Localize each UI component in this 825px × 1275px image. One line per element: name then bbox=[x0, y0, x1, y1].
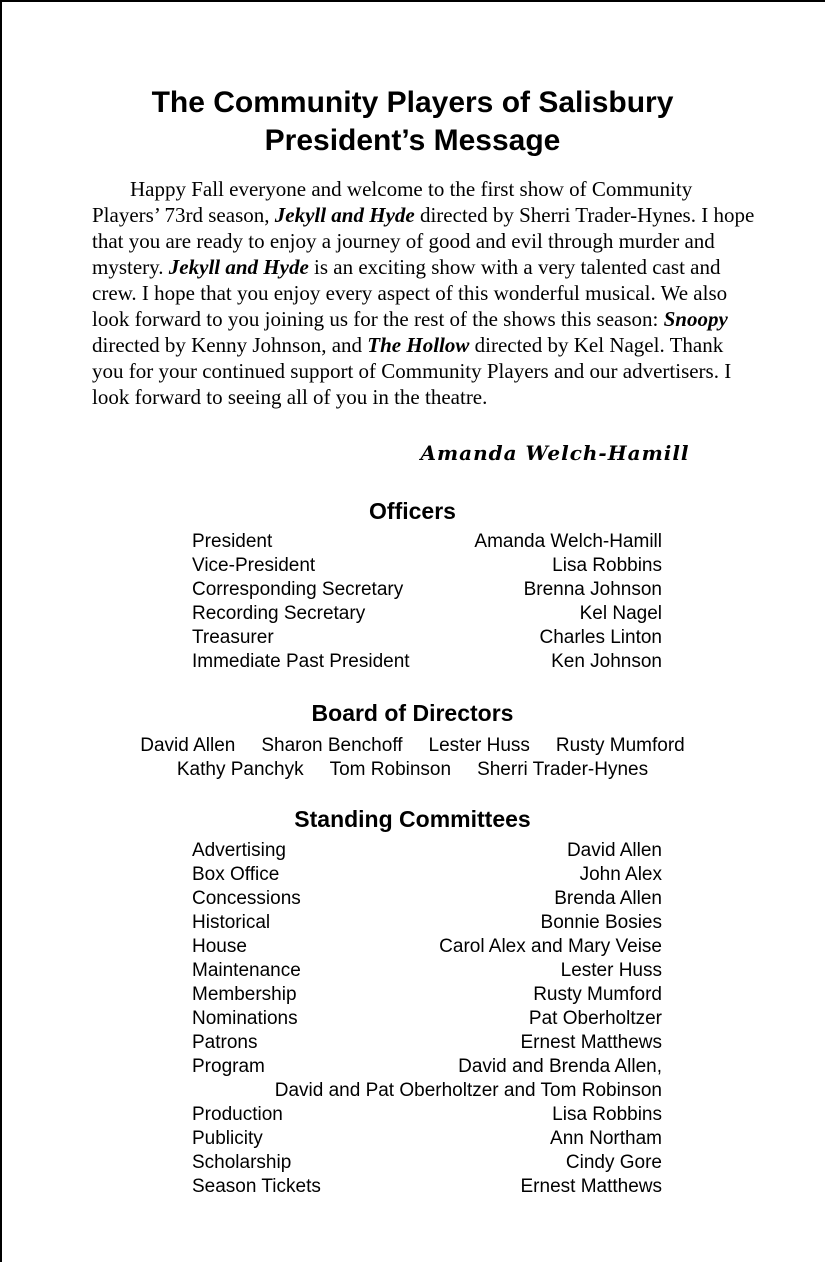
page-border-left bbox=[0, 0, 2, 1262]
message-text-4: directed by Kenny Johnson, and bbox=[92, 333, 368, 357]
officer-row bbox=[192, 650, 662, 674]
officer-row bbox=[192, 626, 662, 650]
committee-chair: Cindy Gore bbox=[565, 1152, 662, 1173]
committee-label: Concessions bbox=[192, 888, 301, 909]
officer-name: Brenna Johnson bbox=[523, 579, 662, 600]
board-member-name: Kathy Panchyk bbox=[176, 759, 304, 780]
officer-name: Amanda Welch-Hamill bbox=[474, 531, 662, 552]
committee-label: Scholarship bbox=[192, 1152, 292, 1173]
committee-label: Advertising bbox=[192, 840, 286, 861]
officer-row bbox=[192, 530, 662, 554]
officer-role: Corresponding Secretary bbox=[192, 579, 404, 600]
committee-row bbox=[192, 1103, 662, 1127]
committee-label: Historical bbox=[192, 912, 271, 933]
officer-role: Treasurer bbox=[192, 627, 274, 648]
officer-name: Charles Linton bbox=[539, 627, 662, 648]
page-title-line2: President’s Message bbox=[264, 124, 561, 157]
board-of-directors-heading: Board of Directors bbox=[311, 700, 514, 726]
committee-row bbox=[192, 983, 662, 1007]
message-text-2: directed by Sherri Trader-Hynes. I hope that you are ready to enjoy a journey of good and evil through murder and mystery. bbox=[92, 203, 755, 279]
signature-amanda-welch-hamill: Amanda Welch-Hamill bbox=[420, 441, 690, 465]
committee-chair: Rusty Mumford bbox=[533, 984, 662, 1005]
committee-chair: Ernest Matthews bbox=[520, 1032, 662, 1053]
committee-chair: David Allen bbox=[566, 840, 662, 861]
committee-label: Publicity bbox=[192, 1128, 263, 1149]
officer-name: Kel Nagel bbox=[579, 603, 662, 624]
board-member-name: Sherri Trader-Hynes bbox=[477, 759, 649, 780]
message-text-1: Happy Fall everyone and welcome to the first show of Community Players’ 73rd season, bbox=[92, 177, 693, 227]
committee-label: House bbox=[192, 936, 247, 957]
officers-heading: Officers bbox=[369, 498, 456, 524]
officer-name: Ken Johnson bbox=[551, 651, 662, 672]
board-member-name: Lester Huss bbox=[428, 735, 530, 756]
show-title-jekyll-and-hyde-1: Jekyll and Hyde bbox=[274, 203, 415, 227]
committee-row bbox=[192, 1031, 662, 1055]
officer-role: President bbox=[192, 531, 273, 552]
officer-role: Vice-President bbox=[192, 555, 316, 576]
committee-label: Maintenance bbox=[192, 960, 301, 981]
committee-chair: Ann Northam bbox=[550, 1128, 662, 1149]
committee-row bbox=[192, 1175, 662, 1199]
committee-chair: Carol Alex and Mary Veise bbox=[439, 936, 662, 957]
committee-label: Nominations bbox=[192, 1008, 298, 1029]
committee-chair: David and Brenda Allen, bbox=[458, 1056, 662, 1077]
committee-row bbox=[192, 1151, 662, 1175]
page-title-line1: The Community Players of Salisbury bbox=[151, 86, 674, 119]
committee-row bbox=[192, 887, 662, 911]
committees-table bbox=[192, 839, 662, 1199]
officer-row bbox=[192, 554, 662, 578]
committee-chair: Lester Huss bbox=[560, 960, 662, 981]
committee-label: Season Tickets bbox=[192, 1176, 321, 1197]
show-title-the-hollow: The Hollow bbox=[367, 333, 470, 357]
committee-chair: Lisa Robbins bbox=[552, 1104, 662, 1125]
officers-table bbox=[192, 530, 662, 674]
board-member-name: David Allen bbox=[140, 735, 236, 756]
committee-row bbox=[192, 935, 662, 959]
committee-row bbox=[192, 911, 662, 935]
committee-label: Patrons bbox=[192, 1032, 258, 1053]
committee-chair-continuation: David and Pat Oberholtzer and Tom Robinson bbox=[274, 1080, 662, 1101]
show-title-snoopy: Snoopy bbox=[663, 307, 728, 331]
page-border-top bbox=[0, 0, 825, 2]
presidents-message-paragraph bbox=[92, 176, 758, 410]
committee-row bbox=[192, 1055, 662, 1079]
committee-row bbox=[192, 863, 662, 887]
standing-committees-heading: Standing Committees bbox=[294, 806, 531, 832]
officer-row bbox=[192, 602, 662, 626]
show-title-jekyll-and-hyde-2: Jekyll and Hyde bbox=[168, 255, 309, 279]
officer-role: Recording Secretary bbox=[192, 603, 366, 624]
board-member-name: Sharon Benchoff bbox=[261, 735, 403, 756]
committee-chair: Bonnie Bosies bbox=[540, 912, 662, 933]
committee-chair: John Alex bbox=[579, 864, 662, 885]
officer-name: Lisa Robbins bbox=[552, 555, 662, 576]
page-title bbox=[0, 84, 825, 160]
committee-row bbox=[192, 1007, 662, 1031]
committee-label: Membership bbox=[192, 984, 297, 1005]
committee-label: Box Office bbox=[192, 864, 280, 885]
committee-label: Program bbox=[192, 1056, 265, 1077]
board-members-line2 bbox=[0, 758, 825, 782]
board-member-name: Tom Robinson bbox=[329, 759, 452, 780]
committee-label: Production bbox=[192, 1104, 283, 1125]
committee-chair: Ernest Matthews bbox=[520, 1176, 662, 1197]
message-text-3: is an exciting show with a very talented cast and crew. I hope that you enjoy every aspect of this wonderful musical. We also look forward to you joining us for the rest of the shows this season: bbox=[92, 255, 728, 331]
officer-role: Immediate Past President bbox=[192, 651, 410, 672]
board-members-line1 bbox=[0, 734, 825, 758]
committee-row bbox=[192, 839, 662, 863]
officer-row bbox=[192, 578, 662, 602]
committee-row bbox=[192, 1127, 662, 1151]
board-member-name: Rusty Mumford bbox=[555, 735, 685, 756]
committee-row bbox=[192, 959, 662, 983]
committee-chair: Pat Oberholtzer bbox=[528, 1008, 662, 1029]
committee-chair: Brenda Allen bbox=[554, 888, 662, 909]
message-text-5: directed by Kel Nagel. Thank you for your continued support of Community Players and our advertisers. I look forward to seeing all of you in the theatre. bbox=[92, 333, 732, 409]
